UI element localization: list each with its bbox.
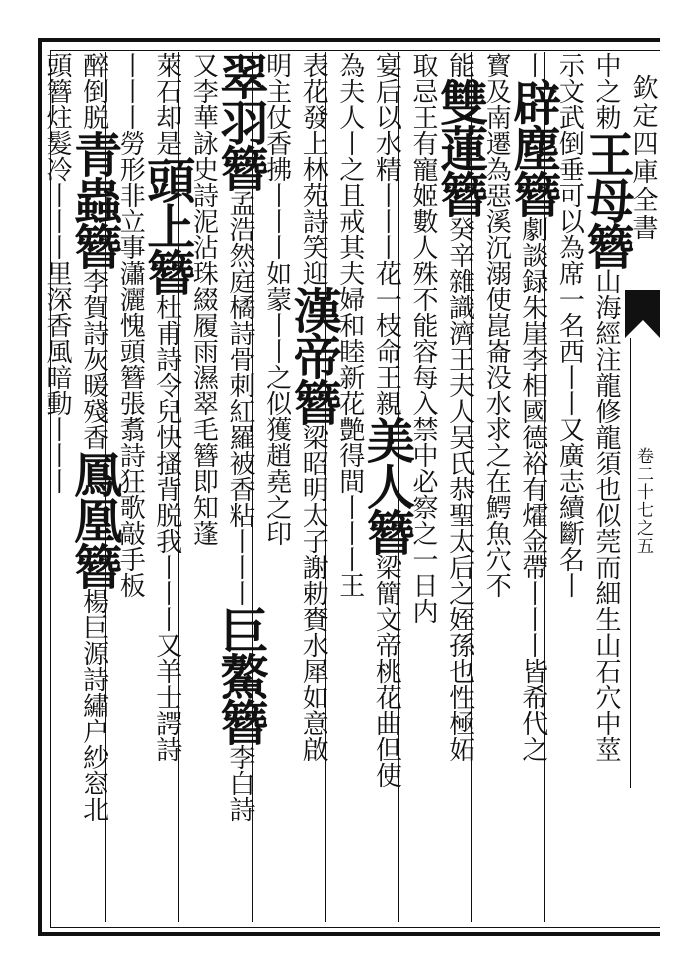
entry-text: 表花發上林苑詩笑迎 [298,52,329,286]
entry-text: 癸辛雜識濟王夫人吴氏恭聖太后之姪孫也性極妬 [444,216,475,762]
entry-text: 頭簪炷髮冷丨丨丨里深香風暗動丨丨丨 [42,52,72,494]
entry-text: 梁昭明太子謝勅賚水犀如意啟 [298,424,329,762]
entry-text: 山海經注龍修龍須也似莞而細生山石穴中莖 [591,268,621,762]
entry-text: 萊石却是 [151,52,182,156]
header-divider [630,338,661,788]
volume-label: 卷二十七之五 [633,447,653,555]
book-title: 欽定四庫全書 [628,74,658,242]
entry-headword: 翠羽簪 [212,52,268,190]
entry-text: 中之勅 [591,52,621,130]
entry-headword: 鳳凰簪 [65,450,122,588]
entry-text: 李賀詩灰暖殘香 [78,268,109,450]
entry-text: 能 [444,52,475,78]
entry-text: 丨丨丨勞形非立事瀟灑愧頭簪張翥詩狂歌敲手板 [115,52,146,598]
entry-headword: 美人簪 [358,416,415,554]
entry-headword: 漢帝簪 [285,286,342,424]
entry-headword: 巨鰲簪 [212,606,268,744]
entry-headword: 頭上簪 [138,156,195,294]
entry-text: 杜甫詩令兒快搔背脱我丨丨丨又羊士諤詩 [151,294,182,762]
entry-text: 楊巨源詩繡户紗窓北 [78,588,109,822]
entry-text: 劇談録朱崖李相國德裕有㸌金帶丨丨丨皆希代之 [517,216,548,762]
entry-text: 明主仗香拂丨丨丨如蒙丨丨之似獲趙堯之印 [261,52,292,546]
entry-text: 寳及南遷為惡溪沉溺使崑崙没水求之在鰐魚穴不 [481,52,512,598]
entry-text: 李白詩 [225,744,255,822]
entry-text: 孟浩然庭橘詩骨刺紅羅被香粘丨丨丨 [225,190,255,606]
entry-text: 梁簡文帝桃花曲但使 [371,554,402,788]
entry-headword: 青蟲簪 [65,130,122,268]
entry-headword: 王母簪 [578,130,634,268]
text-column [34,52,80,922]
entry-text: 又李華詠史詩泥沾珠綴履雨濕翠毛簪即知蓬 [188,52,219,546]
entry-text: 宴后以水精丨丨丨花一枝命王親 [371,52,402,416]
entry-text: 示文武倒垂可以為席一名西丨丨又廣志續斷名丨 [554,52,585,598]
entry-text: 取忌王有寵姬數人殊不能容每入禁中必察之一日内 [408,52,438,624]
fish-tail-mark [625,290,660,338]
entry-headword: 雙蓮簪 [431,78,488,216]
entry-text: 丨 [517,52,548,78]
entry-text: 醉倒脱 [78,52,109,130]
entry-headword: 辟塵簪 [504,78,561,216]
entry-text: 為夫人丨之且戒其夫婦和睦新花艶得間丨丨丨王 [334,52,365,598]
